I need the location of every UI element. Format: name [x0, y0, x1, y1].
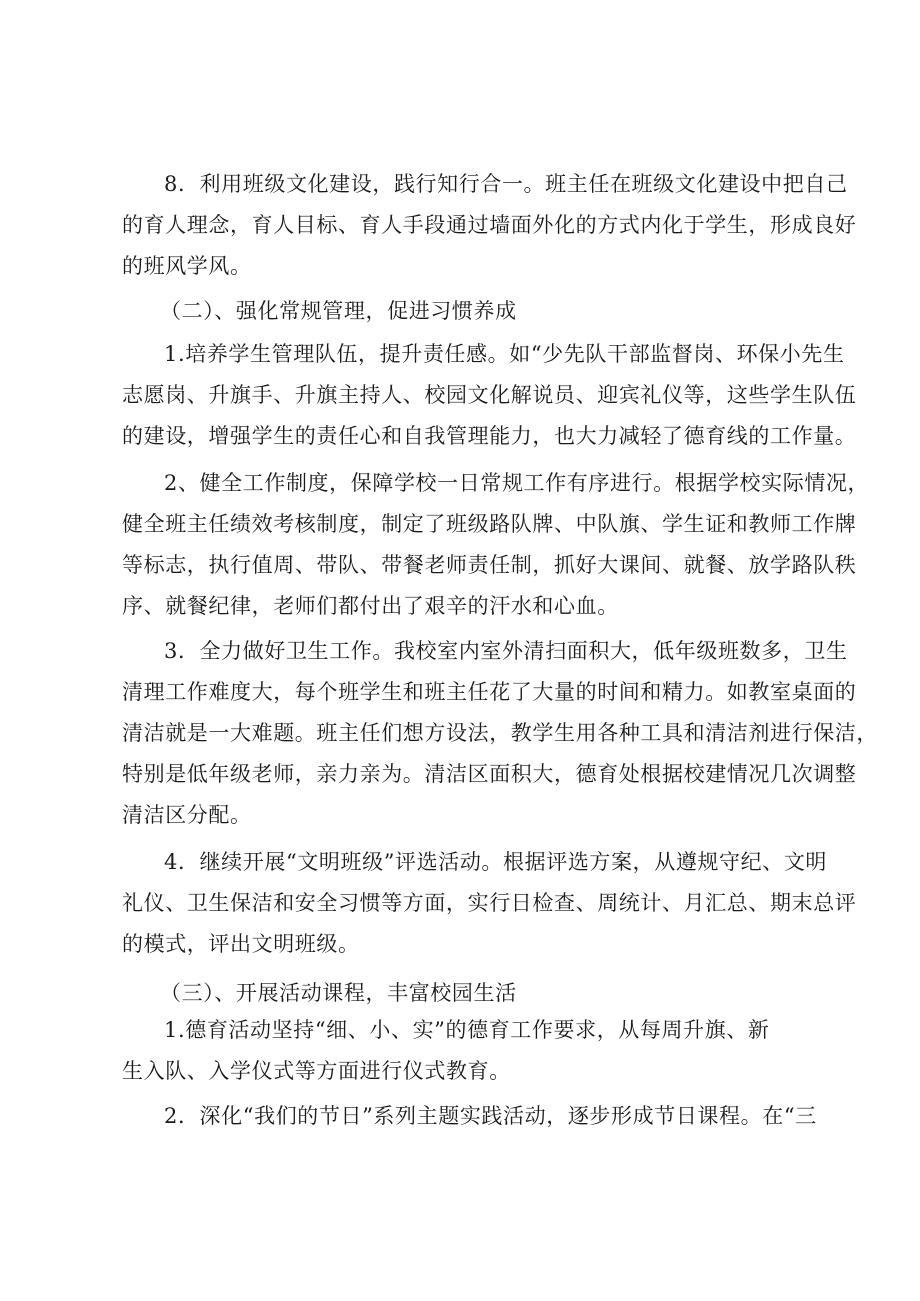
- paragraph-2-4-line-2: 礼仪、卫生保洁和安全习惯等方面，实行日检查、周统计、月汇总、期末总评: [122, 891, 857, 915]
- paragraph-3-1-line-2: 生入队、入学仪式等方面进行仪式教育。: [122, 1059, 511, 1083]
- paragraph-2-3-line-2: 清理工作难度大，每个班学生和班主任花了大量的时间和精力。如教室桌面的: [122, 680, 857, 704]
- paragraph-2-2-line-3: 等标志，执行值周、带队、带餐老师责任制，抓好大课间、就餐、放学路队秩: [122, 553, 857, 577]
- paragraph-2-3-line-3: 清洁就是一大难题。班主任们想方设法，教学生用各种工具和清洁剂进行保洁，: [122, 721, 878, 745]
- paragraph-2-2-line-2: 健全班主任绩效考核制度，制定了班级路队牌、中队旗、学生证和教师工作牌: [122, 512, 857, 536]
- section-heading-3: （三）、开展活动课程，丰富校园生活: [160, 981, 517, 1005]
- paragraph-2-4-line-3: 的模式，评出文明班级。: [122, 932, 360, 956]
- paragraph-2-3-line-1: 3．全力做好卫生工作。我校室内室外清扫面积大，低年级班数多，卫生: [164, 639, 848, 663]
- section-heading-2: （二）、强化常规管理，促进习惯养成: [160, 299, 517, 323]
- paragraph-2-1-line-2: 志愿岗、升旗手、升旗主持人、校园文化解说员、迎宾礼仪等，这些学生队伍: [122, 383, 857, 407]
- paragraph-2-2-line-1: 2、健全工作制度，保障学校一日常规工作有序进行。根据学校实际情况，: [164, 471, 870, 495]
- paragraph-2-4-line-1: 4．继续开展“文明班级”评选活动。根据评选方案，从遵规守纪、文明: [164, 850, 828, 874]
- paragraph-3-1-line-1: 1.德育活动坚持“细、小、实”的德育工作要求，从每周升旗、新: [164, 1018, 770, 1042]
- paragraph-2-3-line-4: 特别是低年级老师，亲力亲为。清洁区面积大，德育处根据校建情况几次调整: [122, 762, 857, 786]
- paragraph-8-line-2: 的育人理念，育人目标、育人手段通过墙面外化的方式内化于学生，形成良好: [122, 213, 857, 237]
- paragraph-2-3-line-5: 清洁区分配。: [122, 803, 252, 827]
- paragraph-2-1-line-3: 的建设，增强学生的责任心和自我管理能力，也大力减轻了德育线的工作量。: [122, 424, 857, 448]
- paragraph-8-line-1: 8．利用班级文化建设，践行知行合一。班主任在班级文化建设中把自己: [164, 172, 848, 196]
- paragraph-3-2-line-1: 2．深化“我们的节日”系列主题实践活动，逐步形成节日课程。在“三: [164, 1104, 817, 1128]
- paragraph-8-line-3: 的班风学风。: [122, 254, 252, 278]
- paragraph-2-2-line-4: 序、就餐纪律，老师们都付出了艰辛的汗水和心血。: [122, 594, 619, 618]
- paragraph-2-1-line-1: 1.培养学生管理队伍，提升责任感。如“少先队干部监督岗、环保小先生: [164, 342, 845, 366]
